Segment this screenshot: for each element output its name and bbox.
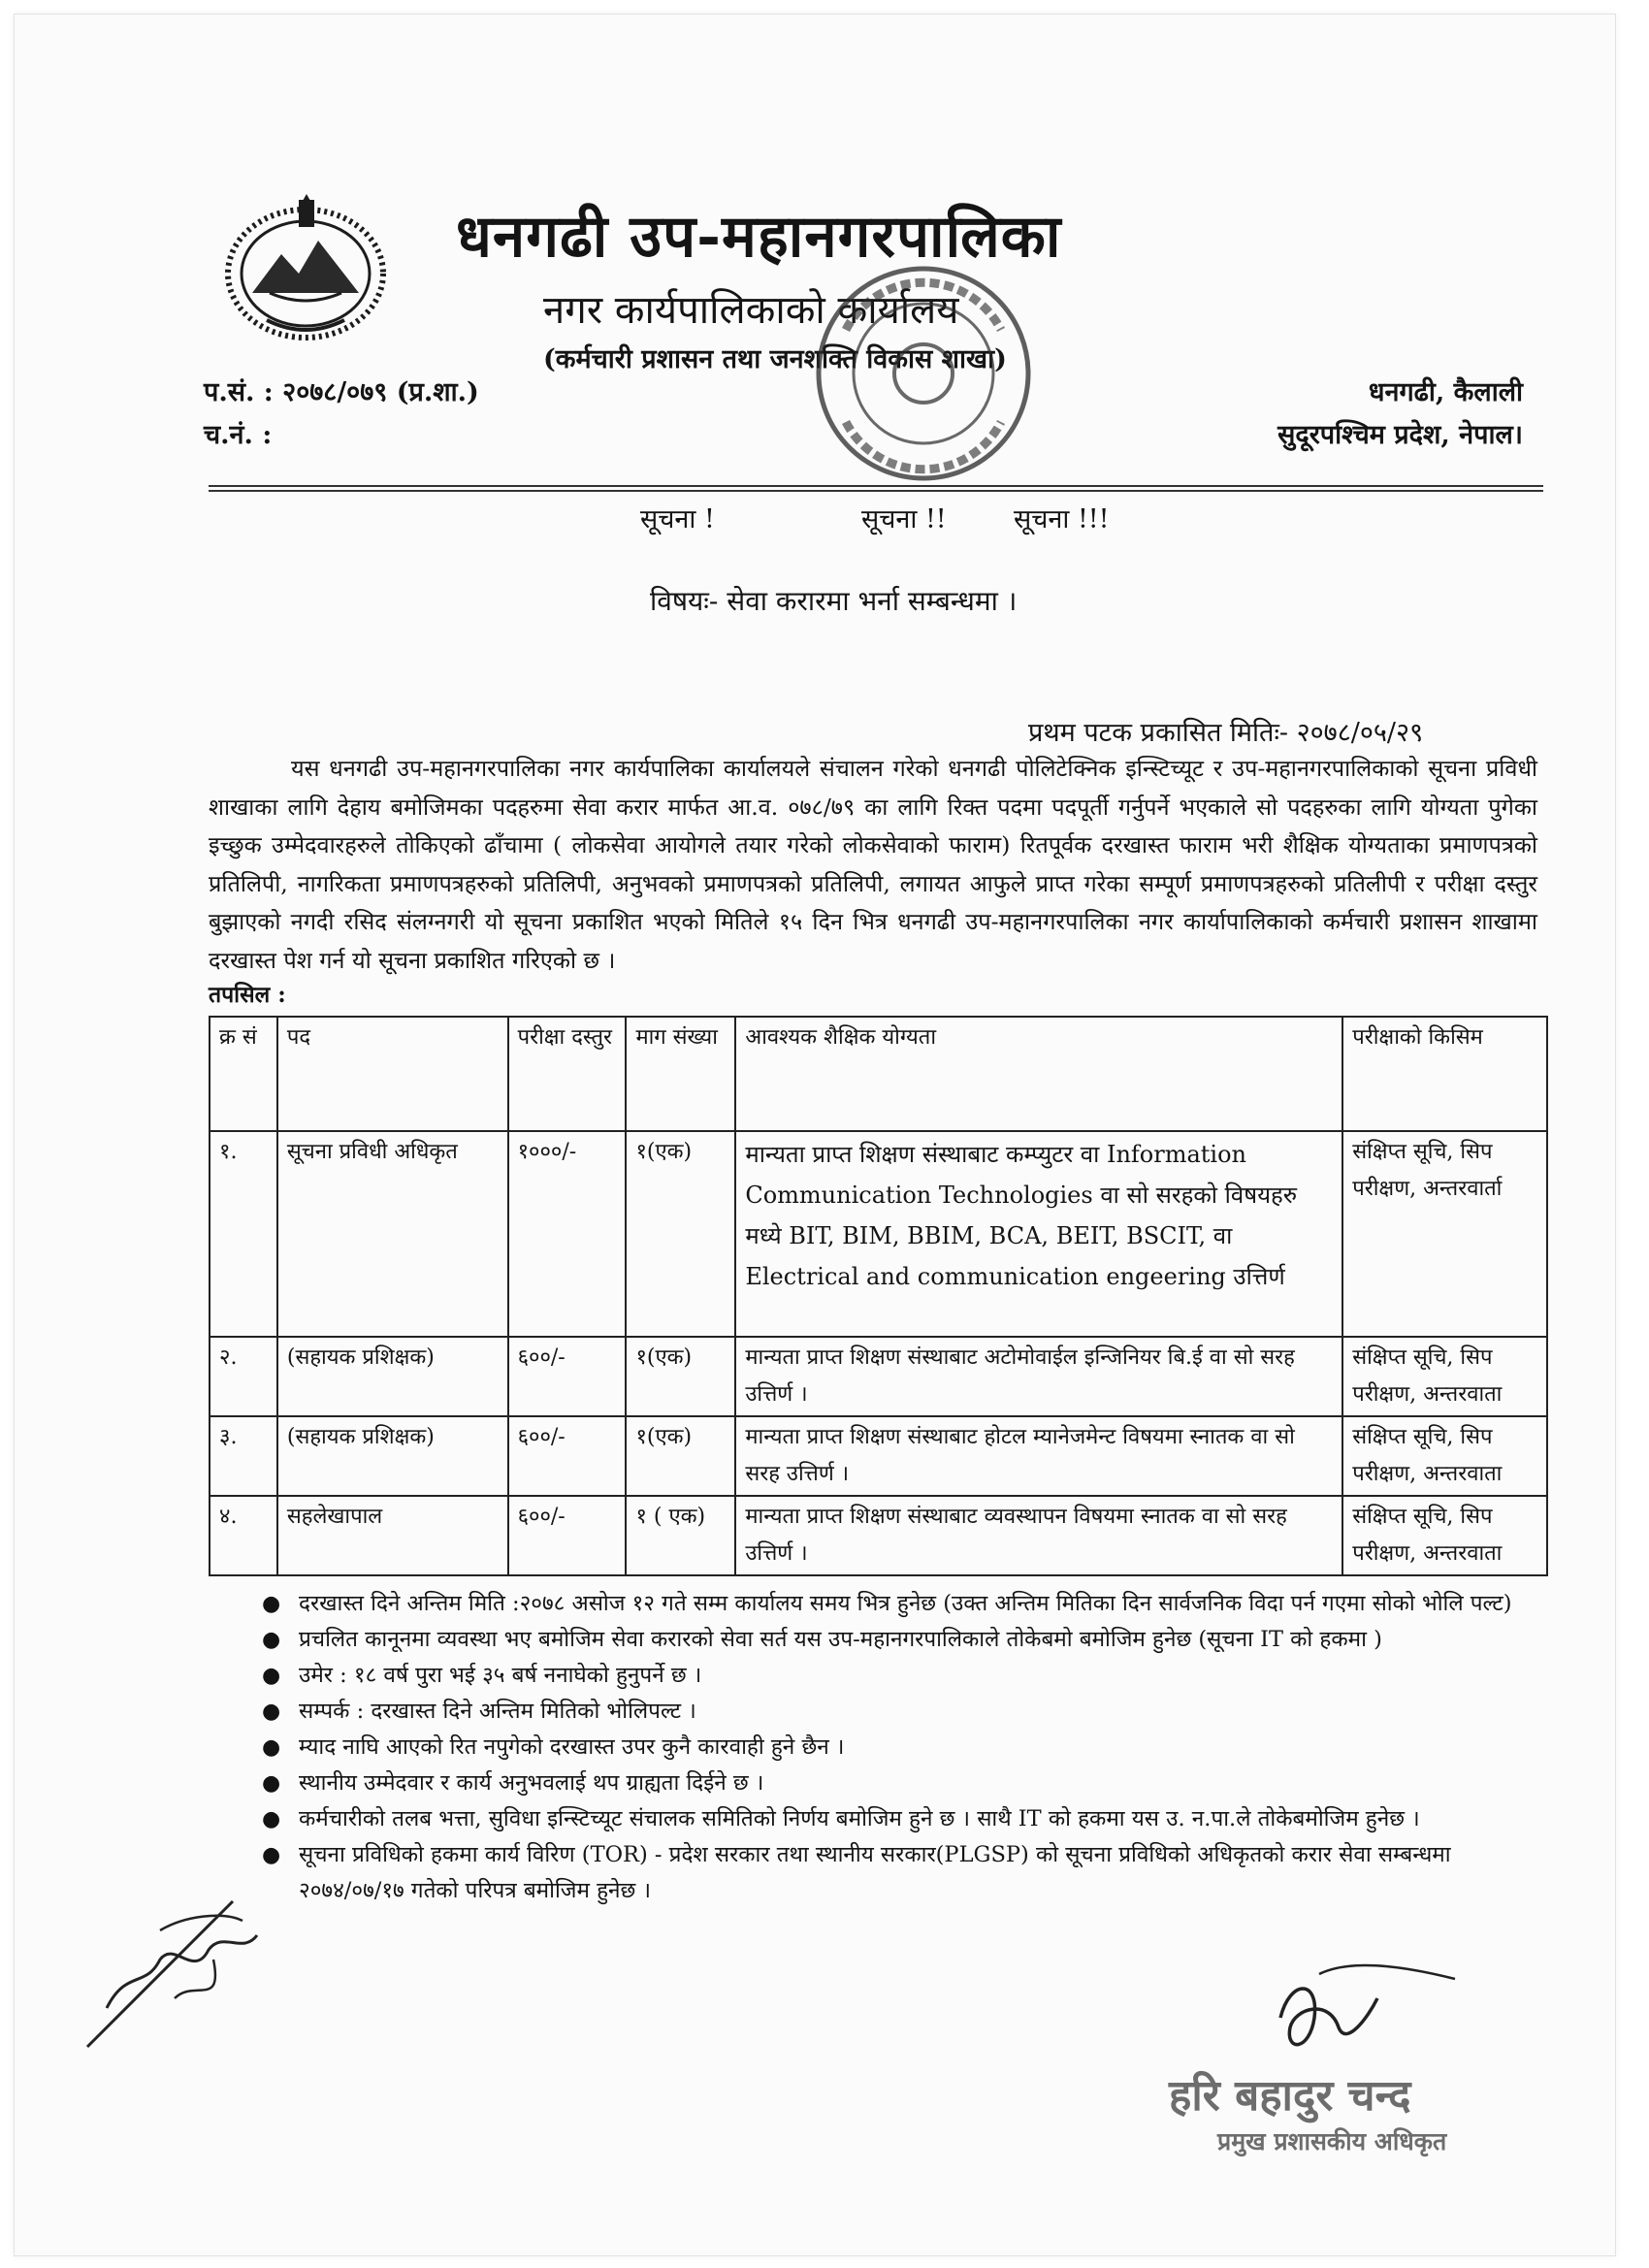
- header-fee: परीक्षा दस्तुर: [508, 1017, 627, 1131]
- cell-exam-type: संक्षिप्त सूचि, सिप परीक्षण, अन्तरवाता: [1342, 1496, 1547, 1575]
- cell-qualification: मान्यता प्राप्त शिक्षण संस्थाबाट व्यवस्थापन विषयमा स्नातक वा सो सरह उत्तिर्ण ।: [735, 1496, 1342, 1575]
- table-header-row: [210, 1017, 1547, 1131]
- cell-serial: ४.: [210, 1496, 277, 1575]
- cell-qualification: मान्यता प्राप्त शिक्षण संस्थाबाट अटोमोवाईल इन्जिनियर बि.ई वा सो सरह उत्तिर्ण ।: [735, 1337, 1342, 1416]
- reference-number: प.सं. : २०७८/०७९ (प्र.शा.): [204, 377, 479, 407]
- table-row: [210, 1337, 1547, 1416]
- municipality-emblem: [213, 184, 398, 349]
- cell-exam-type: संक्षिप्त सूचि, सिप परीक्षण, अन्तरवार्ता: [1342, 1131, 1547, 1337]
- notice-body: यस धनगढी उप-महानगरपालिका नगर कार्यपालिका कार्यालयले संचालन गरेको धनगढी पोलिटेक्निक इन्स्टिच्यूट र उप-महानगरपालिकाको सूचना प्रविधी शाखाका लागि देहाय बमोजिमका पदहरुमा सेवा करार मार्फत आ.व. ०७८/७९ का लागि रिक्त पदमा पदपूर्ती गर्नुपर्ने भएकाले सो पदहरुका लागि योग्यता पुगेका इच्छुक उम्मेदवारहरुले तोकिएको ढाँचामा ( लोकसेवा आयोगले तयार गरेको लोकसेवाको फाराम) रितपूर्वक दरखास्त फाराम भरी शैक्षिक योग्यताका प्रमाणपत्रको प्रतिलिपी, नागरिकता प्रमाणपत्रहरुको प्रतिलिपी, अनुभवको प्रमाणपत्रको प्रतिलिपी, लगायत आफुले प्राप्त गरेका सम्पूर्ण प्रमाणपत्रहरुको प्रतिलीपी र परीक्षा दस्तुर बुझाएको नगदी रसिद संलग्नगरी यो सूचना प्रकाशित भएको मितिले १५ दिन भित्र धनगढी उप-महानगरपालिका नगर कार्यापालिकाको कर्मचारी प्रशासन शाखामा दरखास्त पेश गर्न यो सूचना प्रकाशित गरिएको छ ।: [209, 755, 1537, 974]
- official-seal-stamp: [807, 252, 1040, 495]
- details-label: तपसिल :: [209, 982, 286, 1008]
- bullet-icon: ●: [262, 1843, 281, 1867]
- condition-text: दरखास्त दिने अन्तिम मिति :२०७८ असोज १२ गते सम्म कार्यालय समय भित्र हुनेछ (उक्त अन्तिम मितिका दिन सार्वजनिक विदा पर्न गएमा सोको भोलि पल्ट): [299, 1591, 1512, 1616]
- condition-text: म्याद नाघि आएको रित नपुगेको दरखास्त उपर कुनै कारवाही हुने छैन ।: [299, 1734, 845, 1760]
- cell-demand: १ ( एक): [626, 1496, 735, 1575]
- table-row: [210, 1416, 1547, 1496]
- table-row: [210, 1496, 1547, 1575]
- cell-demand: १(एक): [626, 1337, 735, 1416]
- vacancy-table: [209, 1016, 1548, 1576]
- cell-fee: ६००/-: [508, 1496, 627, 1575]
- table-row: [210, 1131, 1547, 1337]
- list-item: [262, 1658, 1552, 1694]
- cell-serial: ३.: [210, 1416, 277, 1496]
- bullet-icon: ●: [262, 1628, 281, 1652]
- header-serial: क्र सं: [210, 1017, 277, 1131]
- header-rule-top: [209, 485, 1543, 487]
- signatory-name: हरि बहादुर चन्द: [1169, 2071, 1411, 2121]
- header-rule-bottom: [209, 490, 1543, 492]
- condition-text: सूचना प्रविधिको हकमा कार्य विरिण (TOR) - प्रदेश सरकार तथा स्थानीय सरकार(PLGSP) को सूचना प्रविधिको अधिकृतको करार सेवा सम्बन्धमा २०७४/०७/१७ गतेको परिपत्र बमोजिम हुनेछ ।: [299, 1842, 1451, 1903]
- cell-qualification: मान्यता प्राप्त शिक्षण संस्थाबाट होटल म्यानेजमेन्ट विषयमा स्नातक वा सो सरह उत्तिर्ण ।: [735, 1416, 1342, 1496]
- cell-post: (सहायक प्रशिक्षक): [277, 1337, 508, 1416]
- header-qualification: आवश्यक शैक्षिक योग्यता: [735, 1017, 1342, 1131]
- conditions-list: [262, 1586, 1552, 1909]
- cell-serial: १.: [210, 1131, 277, 1337]
- list-item: [262, 1730, 1552, 1766]
- cell-fee: ६००/-: [508, 1416, 627, 1496]
- office-name: नगर कार्यपालिकाको कार्यालय: [543, 288, 959, 333]
- cell-qualification: मान्यता प्राप्त शिक्षण संस्थाबाट कम्प्युटर वा Information Communication Technologies वा सो सरहको विषयहरु मध्ये BIT, BIM, BBIM, BCA, BEIT, BSCIT, वा Electrical and communication engeering उत्तिर्ण: [735, 1131, 1342, 1337]
- list-item: [262, 1766, 1552, 1801]
- condition-text: सम्पर्क : दरखास्त दिने अन्तिम मितिको भोलिपल्ट ।: [299, 1699, 696, 1724]
- bullet-icon: ●: [262, 1771, 281, 1796]
- list-item: [262, 1837, 1552, 1909]
- cell-exam-type: संक्षिप्त सूचि, सिप परीक्षण, अन्तरवाता: [1342, 1416, 1547, 1496]
- cell-post: सूचना प्रविधी अधिकृत: [277, 1131, 508, 1337]
- cell-demand: १(एक): [626, 1131, 735, 1337]
- publish-date: प्रथम पटक प्रकासित मितिः- २०७८/०५/२९: [1028, 718, 1424, 748]
- address-line-1: धनगढी, कैलाली: [1368, 377, 1523, 407]
- list-item: [262, 1622, 1552, 1658]
- municipality-name: धनगढी उप-महानगरपालिका: [456, 203, 1062, 271]
- bullet-icon: ●: [262, 1700, 281, 1724]
- condition-text: प्रचलित कानूनमा व्यवस्था भए बमोजिम सेवा करारको सेवा सर्त यस उप-महानगरपालिकाले तोकेबमो बमोजिम हुनेछ (सूचना IT को हकमा ): [299, 1627, 1382, 1652]
- bullet-icon: ●: [262, 1735, 281, 1760]
- header-demand: माग संख्या: [626, 1017, 735, 1131]
- bullet-icon: ●: [262, 1807, 281, 1831]
- cell-demand: १(एक): [626, 1416, 735, 1496]
- condition-text: स्थानीय उम्मेदवार र कार्य अनुभवलाई थप ग्राह्यता दिईने छ ।: [299, 1770, 764, 1796]
- cell-fee: १०००/-: [508, 1131, 627, 1337]
- condition-text: कर्मचारीको तलब भत्ता, सुविधा इन्स्टिच्यूट संचालक समितिको निर्णय बमोजिम हुने छ । साथै IT को हकमा यस उ. न.पा.ले तोकेबमोजिम हुनेछ ।: [299, 1806, 1420, 1831]
- cell-post: सहलेखापाल: [277, 1496, 508, 1575]
- header-post: पद: [277, 1017, 508, 1131]
- cell-post: (सहायक प्रशिक्षक): [277, 1416, 508, 1496]
- notice-word-3: सूचना !!!: [1014, 504, 1110, 535]
- cell-exam-type: संक्षिप्त सूचि, सिप परीक्षण, अन्तरवाता: [1342, 1337, 1547, 1416]
- branch-name: (कर्मचारी प्रशासन तथा जनशक्ति विकास शाखा): [543, 344, 1007, 374]
- notice-word-1: सूचना !: [640, 504, 715, 535]
- list-item: [262, 1694, 1552, 1730]
- signatory-designation: प्रमुख प्रशासकीय अधिकृत: [1217, 2127, 1447, 2155]
- address-line-2: सुदूरपश्चिम प्रदेश, नेपाल।: [1277, 420, 1523, 450]
- left-handwritten-signature: [68, 1863, 301, 2057]
- header-exam-type: परीक्षाको किसिम: [1342, 1017, 1547, 1131]
- list-item: [262, 1801, 1552, 1837]
- dispatch-number: च.नं. :: [204, 420, 273, 450]
- notice-word-2: सूचना !!: [861, 504, 947, 535]
- notice-subject: विषयः- सेवा करारमा भर्ना सम्बन्धमा ।: [650, 585, 1018, 617]
- bullet-icon: ●: [262, 1592, 281, 1616]
- right-handwritten-signature: [1261, 1960, 1474, 2066]
- bullet-icon: ●: [262, 1664, 281, 1688]
- cell-fee: ६००/-: [508, 1337, 627, 1416]
- list-item: [262, 1586, 1552, 1622]
- condition-text: उमेर : १८ वर्ष पुरा भई ३५ बर्ष ननाघेको हुनुपर्ने छ ।: [299, 1663, 702, 1688]
- cell-serial: २.: [210, 1337, 277, 1416]
